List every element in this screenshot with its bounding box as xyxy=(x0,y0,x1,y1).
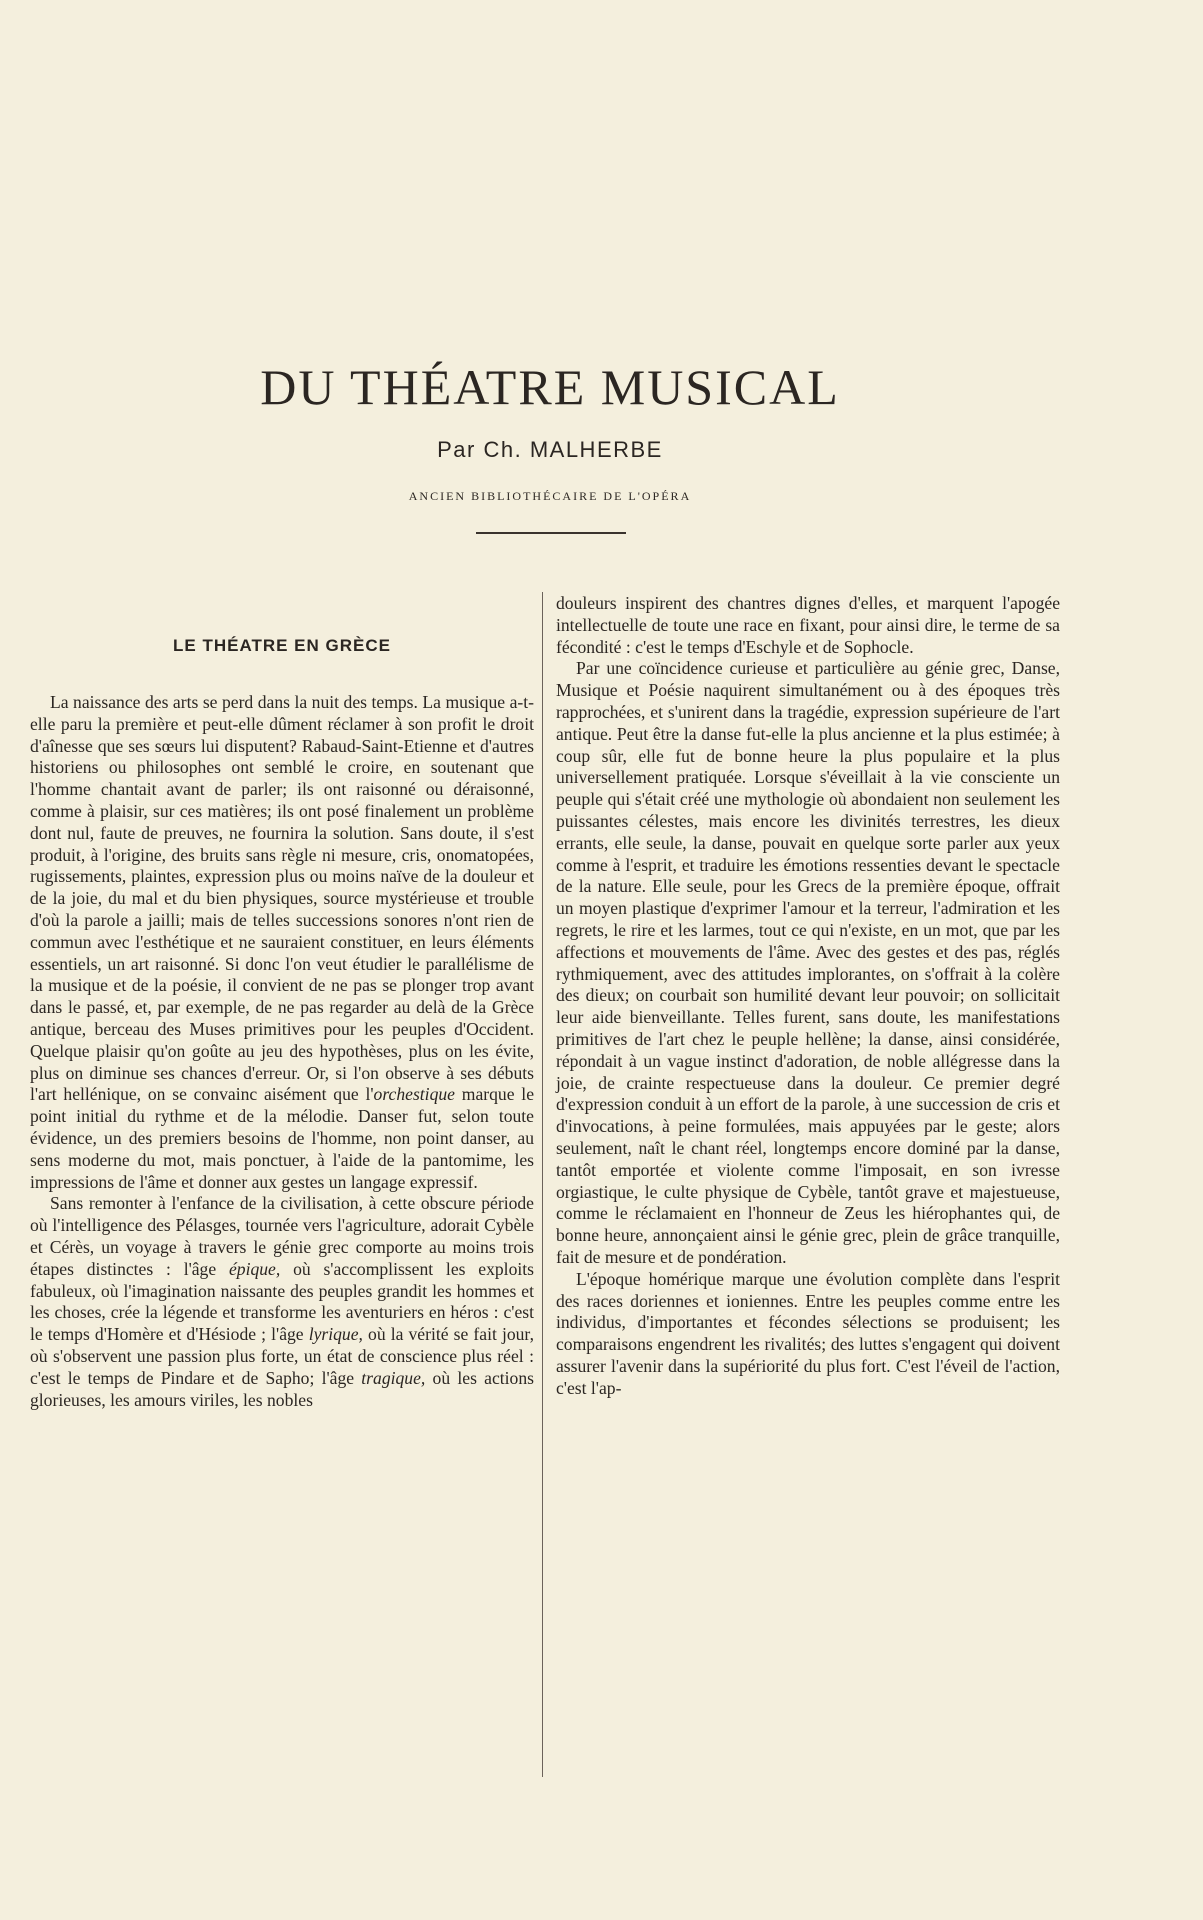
emphasis: tragique, xyxy=(361,1367,426,1388)
paragraph xyxy=(30,1193,534,1411)
author-role: ANCIEN BIBLIOTHÉCAIRE DE L'OPÉRA xyxy=(408,489,692,503)
section-heading: LE THÉATRE EN GRÈCE xyxy=(173,636,391,655)
paragraph: L'époque homérique marque une évolution complète dans l'esprit des races doriennes et ioniennes. Entre les peuples comme entre les individus, d'importantes et fécondes sélections se produisent; les comparaisons engendrent les rivalités; des luttes s'engagent qui doivent assurer l'avenir dans la supériorité du plus fort. C'est l'éveil de l'action, c'est l'ap- xyxy=(556,1268,1060,1398)
article-byline: Par Ch. MALHERBE xyxy=(437,437,663,462)
text-run: La naissance des arts se perd dans la nuit des temps. La musique a-t-elle paru la première et peut-elle dûment réclamer à son profit le droit d'aînesse que ses sœurs lui disputent? Rabaud-Saint-Etienne et d'autres historiens ou philosophes ont semblé le croire, en soutenant que l'homme chantait avant de parler; ils ont raisonné ou déraisonné, comme à plaisir, sur ces matières; ils ont posé finalement un problème dont nul, faute de preuves, ne fournira la solution. Sans doute, il s'est produit, à l'origine, des bruits sans règle ni mesure, cris, onomatopées, rugissements, plaintes, expression plus ou moins naïve de la douleur et de la joie, du mal et du bien physiques, source mystérieuse et trouble d'où la parole a jailli; mais de telles successions sonores n'ont rien de commun avec l'esthétique et ne sauraient constituer, en leurs éléments essentiels, un art raisonné. Si donc l'on veut étudier le parallélisme de la musique et de la poésie, il convient de ne pas se plonger trop avant dans le passé, et, par exemple, de ne pas regarder au delà de la Grèce antique, berceau des Muses primitives pour les peuples d'Occident. Quelque plaisir qu'on goûte au jeu des hypothèses, plus on les évite, plus on diminue ses chances d'erreur. Or, si l'on observe à ses débuts l'art hellénique, on se convainc aisément que l' xyxy=(30,692,534,1105)
title-rule xyxy=(476,532,626,534)
text-run: marque le point initial du rythme et de la mélodie. Danser fut, selon toute évidence, un des premiers besoins de l'homme, non point danser, au sens moderne du mot, mais ponctuer, à l'aide de la pantomime, les impressions de l'âme et donner aux gestes un langage expressif. xyxy=(30,1084,535,1192)
emphasis: épique, xyxy=(228,1258,281,1279)
text-run: où s'accomplissent les exploits fabuleux, où l'imagination naissante des peuples grandit les hommes et les choses, crée la légende et transforme les aventuriers en héros : c'est le temps d'Homère et d'Hésiode ; l'âge xyxy=(30,1258,534,1345)
emphasis: lyrique, xyxy=(308,1324,363,1345)
paragraph: Par une coïncidence curieuse et particulière au génie grec, Danse, Musique et Poésie naquirent simultanément ou à des époques très rapprochées, et s'unirent dans la tragédie, expression supérieure de l'art antique. Peut être la danse fut-elle la plus ancienne et la plus estimée; à coup sûr, elle fut de bonne heure la plus populaire et la plus universellement pratiquée. Lorsque s'éveillait à la vie consciente un peuple qui s'était créé une mythologie où abondaient non seulement les puissantes célestes, mais encore les divinités terrestres, les dieux errants, elle seule, la danse, pouvait en quelque sorte parler aux yeux comme à l'esprit, et traduire les émotions ressenties devant le spectacle de la nature. Elle seule, pour les Grecs de la première époque, offrait un moyen plastique d'exprimer l'amour et la terreur, l'admiration et les regrets, le rire et les larmes, tout ce qui n'existe, en un mot, que par les affections et mouvements de l'âme. Avec des gestes et des pas, réglés rythmiquement, avec des attitudes implorantes, on s'offrait à la colère des dieux; on courbait son humilité devant leur pouvoir; on sollicitait leur aide bienveillante. Telles furent, sans doute, les manifestations primitives de l'art chez le peuple hellène; la danse, ainsi considérée, répondait à un vague instinct d'adoration, de noble allégresse dans la joie, de crainte respectueuse dans la douleur. Ce premier degré d'expression conduit à un effort de la parole, à une succession de cris et d'invocations, à peine formulées, mais appuyées par le geste; alors seulement, naît le chant réel, longtemps encore dominé par la danse, tantôt emportée et violente comme l'imposait, en son ivresse orgiastique, le culte physique de Cybèle, tantôt grave et majestueuse, comme le réclamaient en l'honneur de Zeus les hiérophantes qui, de bonne heure, annonçaient ainsi le génie grec, plein de grâce tranquille, fait de mesure et de pondération. xyxy=(556,658,1060,1267)
article-title: DU THÉATRE MUSICAL xyxy=(260,359,840,415)
paragraph: douleurs inspirent des chantres dignes d'elles, et marquent l'apogée intellectuelle de toute une race en fixant, pour ainsi dire, le terme de sa fécondité : c'est le temps d'Eschyle et de Sophocle. xyxy=(556,593,1060,657)
column-divider xyxy=(542,592,543,1777)
text-run: où les actions glorieuses, les amours viriles, les nobles xyxy=(30,1367,534,1410)
left-column xyxy=(30,692,534,1411)
text-run: où la vérité se fait jour, où s'observent une passion plus forte, un état de conscience plus réel : c'est le temps de Pindare et de Sapho; l'âge xyxy=(30,1324,534,1388)
emphasis: orchestique xyxy=(373,1084,455,1105)
text-run: Sans remonter à l'enfance de la civilisation, à cette obscure période où l'intelligence des Pélasges, tournée vers l'agriculture, adorait Cybèle et Cérès, un voyage à travers le génie grec comporte au moins trois étapes distinctes : l'âge xyxy=(30,1193,534,1279)
right-column xyxy=(556,593,1060,1399)
paragraph xyxy=(30,692,534,1193)
